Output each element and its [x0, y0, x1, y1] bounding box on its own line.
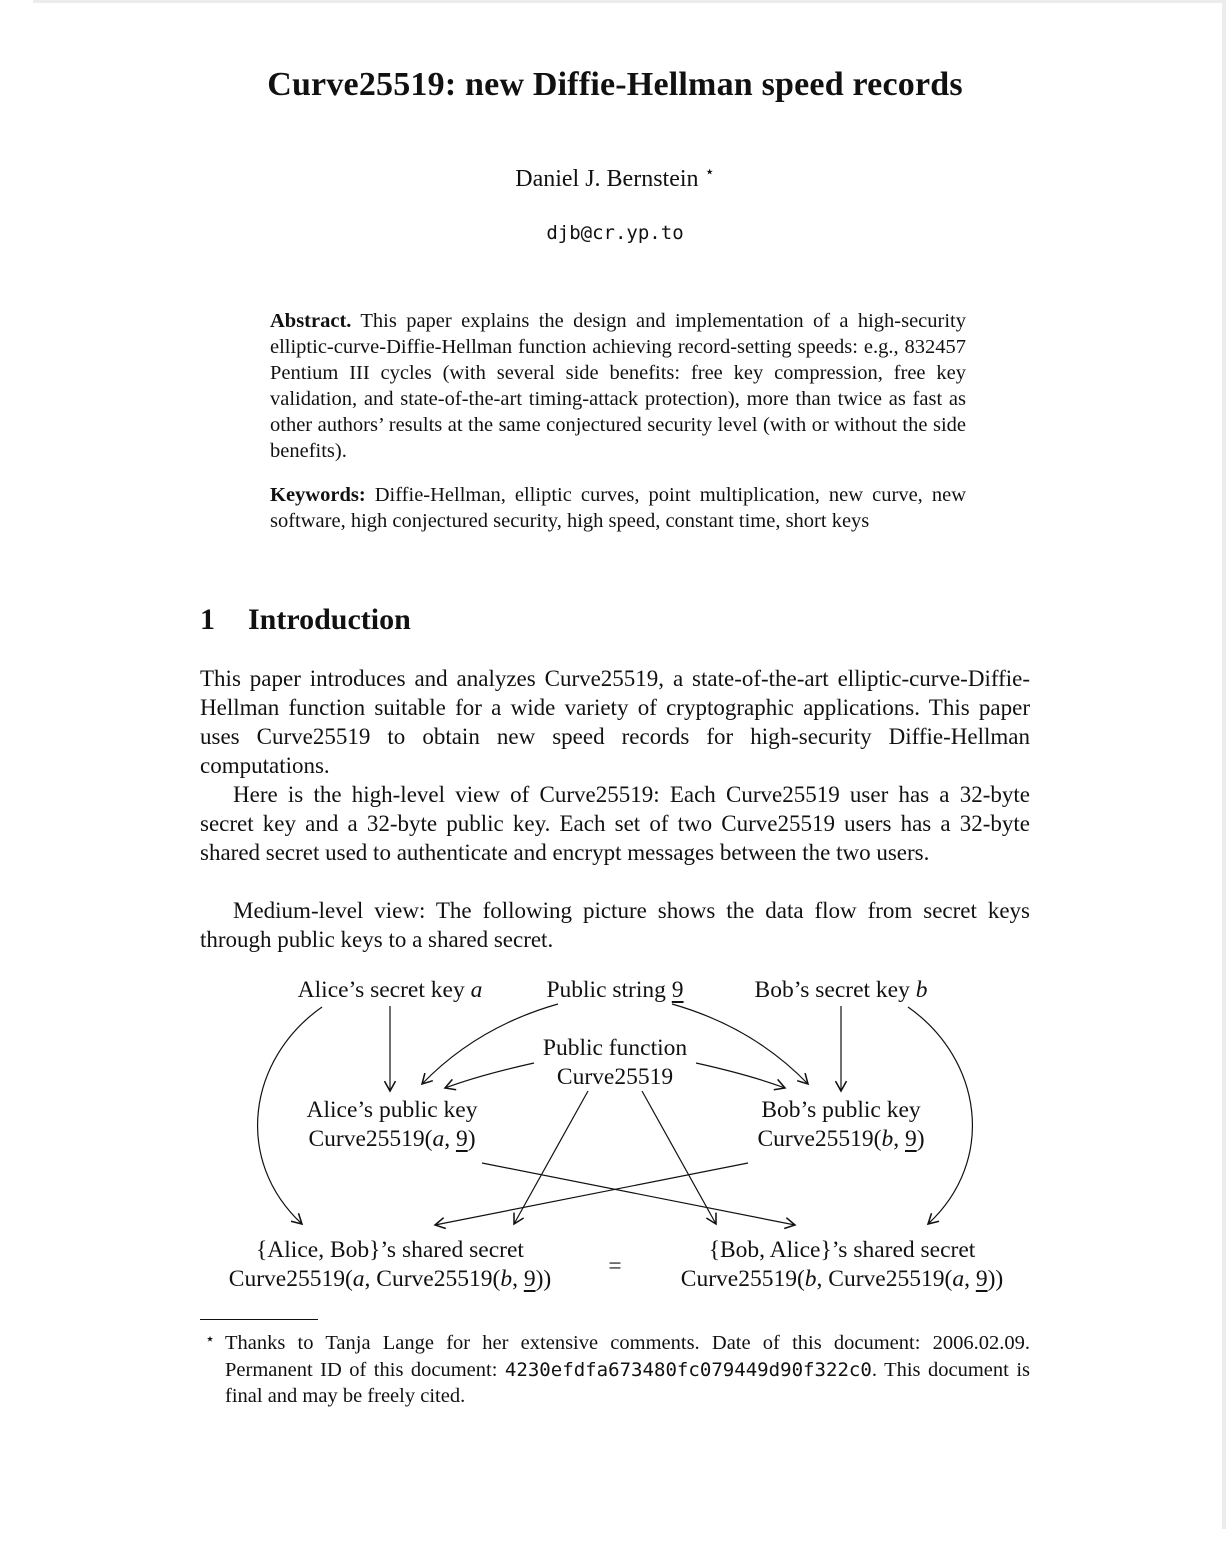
shared-right-line1: {Bob, Alice}’s shared secret [708, 1237, 976, 1263]
intro-paragraph-1: This paper introduces and analyzes Curve25519, a state-of-the-art elliptic-curve-Diffie-Hellman function suitable for a wide variety of cryptographic applications. This paper uses Curve25519 to obtain new speed records for high-security Diffie-Hellman computations. [200, 666, 1030, 778]
node-public-function [543, 1034, 687, 1092]
footnote [200, 1330, 1030, 1410]
abstract-paragraph: Abstract. This paper explains the design and implementation of a high-security elliptic-curve-Diffie-Hellman function achieving record-setting speeds: e.g., 832457 Pentium III cycles (with several side benefits: free key compression, free key validation, and state-of-the-art timing-attack protection), more than twice as fast as other authors’ results at the same conjectured security level (with or without the side benefits). [270, 310, 966, 462]
author-email: djb@cr.yp.to [546, 222, 684, 244]
dataflow-diagram [200, 975, 1030, 1305]
keywords-paragraph: Keywords: Diffie-Hellman, elliptic curves, point multiplication, new curve, new software, high conjectured security, high speed, constant time, short keys [270, 484, 966, 532]
paper-title: Curve25519: new Diffie-Hellman speed records [267, 66, 963, 103]
footnote-rule [200, 1319, 318, 1320]
bob-public-line2: Curve25519(b, 9) [757, 1126, 925, 1152]
shared-right-line2: Curve25519(b, Curve25519(a, 9)) [680, 1266, 1004, 1292]
alice-public-line1: Alice’s public key [306, 1097, 478, 1123]
intro-paragraph-2: Here is the high-level view of Curve25519: Each Curve25519 user has a 32-byte secret key and a 32-byte public key. Each set of two Curve25519 users has a 32-byte shared secret used to authenticate and encrypt messages between the two users. [200, 782, 1030, 865]
node-shared-secret-right [681, 1236, 1003, 1294]
arrow-public-function-to-shared-left [514, 1091, 588, 1224]
node-alice-public-key [307, 1096, 478, 1154]
alice-public-line2: Curve25519(a, 9) [308, 1126, 476, 1152]
arrow-public-string-to-bob-public [672, 1004, 808, 1084]
node-public-string: Public string 9 [546, 977, 684, 1003]
section-heading [200, 603, 411, 637]
arrow-public-function-to-shared-right [642, 1091, 716, 1224]
page-edge-right [1222, 0, 1226, 1529]
node-bob-public-key [757, 1096, 924, 1154]
arrow-alice-public-to-shared-right [482, 1163, 795, 1225]
shared-left-line2: Curve25519(a, Curve25519(b, 9)) [228, 1266, 552, 1292]
equals-sign: = [608, 1253, 622, 1279]
arrow-public-string-to-alice-public [422, 1004, 558, 1084]
node-shared-secret-left [229, 1236, 551, 1294]
bob-public-line1: Bob’s public key [761, 1097, 921, 1123]
section-number: 1 [200, 603, 215, 636]
author-line: Daniel J. Bernstein ⋆ [515, 162, 715, 192]
arrow-bob-public-to-shared-left [435, 1163, 748, 1225]
footnote-marker: ⋆ [205, 1331, 216, 1348]
node-alice-secret-key: Alice’s secret key a [297, 977, 483, 1003]
arrow-public-function-to-alice-public [445, 1063, 534, 1088]
paper-page [200, 0, 1030, 1554]
shared-left-line1: {Alice, Bob}’s shared secret [256, 1237, 524, 1263]
section-title: Introduction [248, 603, 411, 636]
public-function-line2: Curve25519 [556, 1064, 674, 1090]
arrow-public-function-to-bob-public [696, 1063, 785, 1088]
intro-paragraph-3: Medium-level view: The following picture shows the data flow from secret keys through public keys to a shared secret. [200, 898, 1030, 952]
public-function-line1: Public function [542, 1035, 688, 1061]
node-bob-secret-key: Bob’s secret key b [754, 977, 928, 1003]
footnote-text: Thanks to Tanja Lange for her extensive comments. Date of this document: 2006.02.09. Permanent ID of this document: 4230efdfa673480fc079449d90f322c0. This document is final and may be freely cited. [225, 1332, 1030, 1407]
